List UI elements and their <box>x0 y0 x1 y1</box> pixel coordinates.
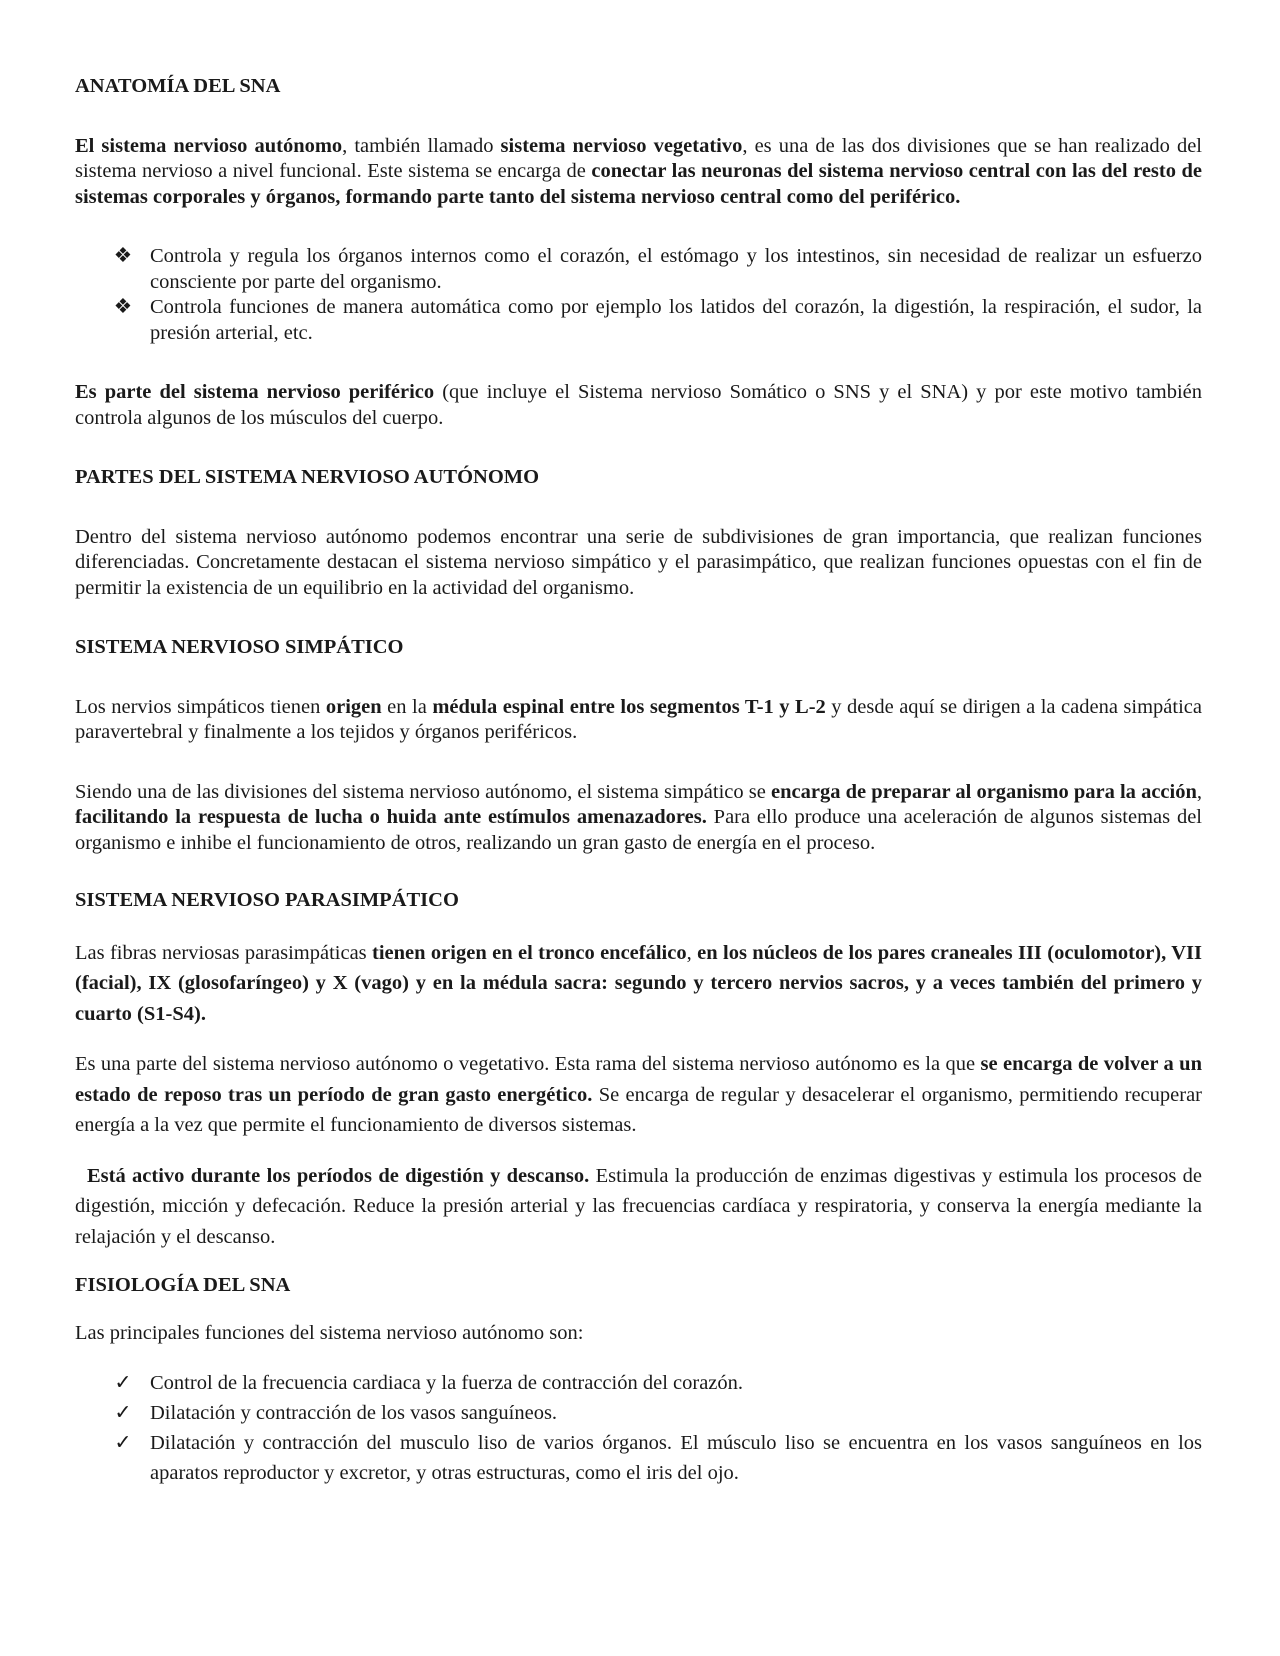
diamond-bullet-icon: ❖ <box>113 245 133 267</box>
funcion-text-1: Siendo una de las divisiones del sistema nervioso autónomo, el sistema simpático se <box>75 780 772 803</box>
funcion-bold-1: encarga de preparar al organismo para la acción <box>771 780 1197 803</box>
funcion-text-3: Para ello produce una aceleración de algunos sistemas del organismo e inhibe el funcionamiento de otros, realizando un gran gasto de energía en el proceso. <box>75 806 1202 854</box>
list-item <box>114 1398 1202 1428</box>
paragraph-parasimpatico-activo <box>75 1161 1202 1253</box>
intro-text-2: , es una de las dos divisiones que se han realizado del sistema nervioso a nivel funcional. Este sistema se encarga de <box>75 134 1202 182</box>
paragraph-fisiologia: Las principales funciones del sistema nervioso autónomo son: <box>75 1321 584 1344</box>
list-item <box>113 244 1202 295</box>
paragraph-parasimpatico-funcion <box>75 1049 1202 1141</box>
intro-bold-3: conectar las neuronas del sistema nervioso central con las del resto de sistemas corporales y órganos, formando parte tanto del sistema nervioso central como del periférico. <box>75 160 1202 208</box>
funcion-text-2: , <box>1196 780 1202 803</box>
diamond-bullet-icon: ❖ <box>113 296 133 318</box>
checkmark-icon: ✓ <box>114 1402 132 1424</box>
list-item-text: Controla funciones de manera automática como por ejemplo los latidos del corazón, la digestión, la respiración, el sudor, la presión arterial, etc. <box>150 296 1202 344</box>
intro-bold-2: sistema nervioso vegetativo <box>500 134 743 157</box>
activo-text: Estimula la producción de enzimas digestivas y estimula los procesos de digestión, micción y defecación. Reduce la presión arterial y las frecuencias cardíaca y respiratoria, y conserva la energía mediante la relajación y el descanso. <box>75 1164 1202 1248</box>
origen-bold-2: médula espinal entre los segmentos T-1 y L-2 <box>432 695 826 718</box>
para-funcion-text-2: Se encarga de regular y desacelerar el organismo, permitiendo recuperar energía a la vez que permite el funcionamiento de diversos sistemas. <box>75 1083 1202 1136</box>
heading-simpatico: SISTEMA NERVIOSO SIMPÁTICO <box>75 636 404 658</box>
para-origen-text-1: Las fibras nerviosas parasimpáticas <box>75 941 373 964</box>
activo-bold: Está activo durante los períodos de digestión y descanso. <box>87 1164 590 1187</box>
checkmark-icon: ✓ <box>114 1432 132 1454</box>
para-origen-bold-1: tienen origen en el tronco encefálico <box>372 941 687 964</box>
list-item-text: Dilatación y contracción del musculo liso de varios órganos. El músculo liso se encuentra en los vasos sanguíneos en los aparatos reproductor y excretor, y otras estructuras, como el iris del ojo. <box>150 1432 1202 1484</box>
heading-partes: PARTES DEL SISTEMA NERVIOSO AUTÓNOMO <box>75 466 540 488</box>
periferico-text: (que incluye el Sistema nervioso Somático o SNS y el SNA) y por este motivo también controla algunos de los músculos del cuerpo. <box>75 381 1202 429</box>
origen-text-2: en la <box>381 695 433 718</box>
origen-text-3: y desde aquí se dirigen a la cadena simpática paravertebral y finalmente a los tejidos y órganos periféricos. <box>75 695 1202 743</box>
paragraph-periferico <box>75 380 1202 431</box>
list-item-text: Controla y regula los órganos internos como el corazón, el estómago y los intestinos, sin necesidad de realizar un esfuerzo consciente por parte del organismo. <box>150 245 1202 293</box>
list-item <box>113 295 1202 346</box>
list-item-text: Dilatación y contracción de los vasos sanguíneos. <box>150 1402 558 1424</box>
origen-text-1: Los nervios simpáticos tienen <box>75 695 326 718</box>
document-page <box>75 74 1202 1488</box>
heading-fisiologia: FISIOLOGÍA DEL SNA <box>75 1274 291 1296</box>
list-item-text: Control de la frecuencia cardiaca y la fuerza de contracción del corazón. <box>150 1372 744 1394</box>
heading-parasimpatico: SISTEMA NERVIOSO PARASIMPÁTICO <box>75 889 459 911</box>
paragraph-simpatico-funcion <box>75 780 1202 857</box>
diamond-bullet-list <box>75 244 1202 346</box>
paragraph-simpatico-origen <box>75 695 1202 746</box>
list-item <box>114 1428 1202 1488</box>
intro-bold-1: El sistema nervioso autónomo <box>75 134 343 157</box>
para-origen-text-2: , <box>686 941 698 964</box>
funcion-bold-2: facilitando la respuesta de lucha o huida ante estímulos amenazadores. <box>75 806 707 828</box>
list-item <box>114 1368 1202 1398</box>
paragraph-parasimpatico-origen <box>75 938 1202 1030</box>
periferico-bold: Es parte del sistema nervioso periférico <box>75 381 435 403</box>
para-origen-bold-2: en los núcleos de los pares craneales III (oculomotor), VII (facial), IX (glosofaríngeo) y X (vago) y en la médula sacra: segundo y tercero nervios sacros, y a veces también del primero y cuarto (S1-S4). <box>75 941 1203 1025</box>
para-funcion-text-1: Es una parte del sistema nervioso autónomo o vegetativo. Esta rama del sistema nervioso autónomo es la que <box>75 1053 981 1075</box>
check-bullet-list <box>75 1368 1202 1488</box>
paragraph-partes: Dentro del sistema nervioso autónomo podemos encontrar una serie de subdivisiones de gran importancia, que realizan funciones diferenciadas. Concretamente destacan el sistema nervioso simpático y el parasimpático, que realizan funciones opuestas con el fin de permitir la existencia de un equilibrio en la actividad del organismo. <box>75 525 1202 599</box>
heading-anatomia: ANATOMÍA DEL SNA <box>75 75 281 97</box>
intro-text-1: , también llamado <box>342 134 501 157</box>
paragraph-intro <box>75 134 1202 211</box>
checkmark-icon: ✓ <box>114 1372 132 1394</box>
origen-bold-1: origen <box>325 695 382 718</box>
para-funcion-bold: se encarga de volver a un estado de reposo tras un período de gran gasto energético. <box>75 1053 1202 1106</box>
